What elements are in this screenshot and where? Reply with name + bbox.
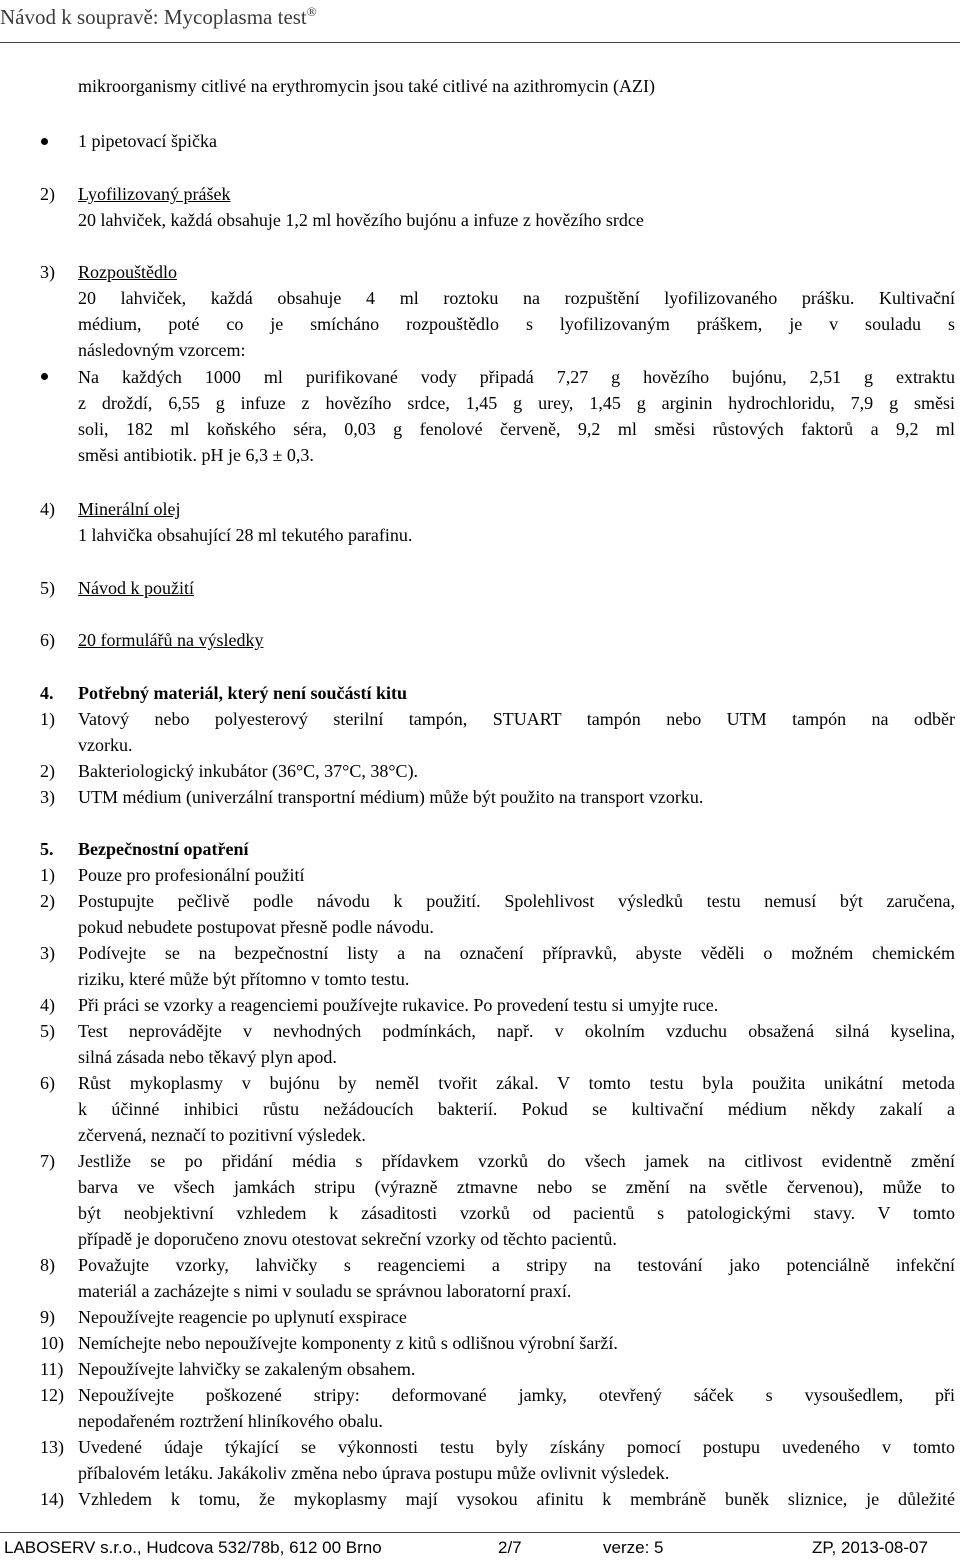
component-number: 4) xyxy=(40,499,55,519)
component-number: 5) xyxy=(40,578,55,598)
list-number: 12) xyxy=(40,1385,64,1405)
list-item-line: Bakteriologický inkubátor (36°C, 37°C, 38°C). xyxy=(78,761,419,781)
list-item-line: silná zásada nebo těkavý plyn apod. xyxy=(78,1047,337,1067)
list-item-line: Vzhledem k tomu, že mykoplasmy mají vysokou afinitu k membráně buněk sliznice, je důležité xyxy=(78,1489,955,1509)
list-number: 1) xyxy=(40,865,55,885)
component-text-line: médium, poté co je smícháno rozpouštědlo s lyofilizovaným práškem, je v souladu s xyxy=(78,314,955,334)
formula-line: Na každých 1000 ml purifikované vody připadá 7,27 g hovězího bujónu, 2,51 g extraktu xyxy=(78,367,955,387)
section-number: 5. xyxy=(40,839,54,859)
list-number: 6) xyxy=(40,1073,55,1093)
bullet-dot xyxy=(41,373,48,380)
list-number: 1) xyxy=(40,709,55,729)
component-text-line: následovným vzorcem: xyxy=(78,340,246,360)
list-number: 9) xyxy=(40,1307,55,1327)
list-item-line: případě je doporučeno znovu otestovat sekreční vzorky od těchto pacientů. xyxy=(78,1229,617,1249)
list-item-line: nepodařeném roztržení hliníkového obalu. xyxy=(78,1411,383,1431)
list-number: 8) xyxy=(40,1255,55,1275)
list-number: 5) xyxy=(40,1021,55,1041)
list-item-line: být neobjektivní vzhledem k zásaditosti vzorků od pacientů s patologickými stavy. V tomto xyxy=(78,1203,955,1223)
list-item-line: zčervená, neznačí to pozitivní výsledek. xyxy=(78,1125,366,1145)
formula-line: soli, 182 ml koňského séra, 0,03 g fenolové červeně, 9,2 ml směsi růstových faktorů a 9,2 ml xyxy=(78,419,955,439)
list-number: 2) xyxy=(40,891,55,911)
list-item-line: Nepoužívejte poškozené stripy: deformované jamky, otevřený sáček s vysoušedlem, při xyxy=(78,1385,955,1405)
list-item-line: Podívejte se na bezpečnostní listy a na označení přípravků, abyste věděli o možném chemickém xyxy=(78,943,955,963)
component-number: 3) xyxy=(40,262,55,282)
list-number: 2) xyxy=(40,761,55,781)
list-item-line: Nepoužívejte lahvičky se zakaleným obsahem. xyxy=(78,1359,416,1379)
formula-line: směsi antibiotik. pH je 6,3 ± 0,3. xyxy=(78,445,314,465)
component-text: 1 lahvička obsahující 28 ml tekutého parafinu. xyxy=(78,525,413,545)
list-item-line: Jestliže se po přidání média s přídavkem vzorků do všech jamek na citlivost evidentně změní xyxy=(78,1151,955,1171)
footer-company: LABOSERV s.r.o., Hudcova 532/78b, 612 00 Brno xyxy=(4,1538,382,1557)
list-item-line: příbalovém letáku. Jakákoliv změna nebo úprava postupu může ovlivnit výsledek. xyxy=(78,1463,670,1483)
component-text-line: 20 lahviček, každá obsahuje 4 ml roztoku na rozpuštění lyofilizovaného prášku. Kultivační xyxy=(78,288,955,308)
section-heading: Bezpečnostní opatření xyxy=(78,839,249,859)
list-number: 14) xyxy=(40,1489,64,1509)
intro-line: mikroorganismy citlivé na erythromycin jsou také citlivé na azithromycin (AZI) xyxy=(78,76,656,96)
component-title: Lyofilizovaný prášek xyxy=(78,184,231,204)
list-item-line: Pouze pro profesionální použití xyxy=(78,865,305,885)
list-number: 3) xyxy=(40,943,55,963)
list-number: 10) xyxy=(40,1333,64,1353)
footer-version: verze: 5 xyxy=(603,1538,664,1557)
component-title: 20 formulářů na výsledky xyxy=(78,630,264,650)
list-item-line: k účinné inhibici růstu nežádoucích bakterií. Pokud se kultivační médium někdy zakalí a xyxy=(78,1099,955,1119)
header-rule xyxy=(0,42,960,43)
component-title: Návod k použití xyxy=(78,578,194,598)
footer-page-number: 2/7 xyxy=(498,1538,522,1557)
list-number: 11) xyxy=(40,1359,64,1379)
component-title: Rozpouštědlo xyxy=(78,262,177,282)
list-item-line: riziku, které může být přítomno v tomto testu. xyxy=(78,969,410,989)
list-item-line: Postupujte pečlivě podle návodu k použití. Spolehlivost výsledků testu nemusí být zaručena, xyxy=(78,891,955,911)
list-item-line: materiál a zacházejte s nimi v souladu se správnou laboratorní praxí. xyxy=(78,1281,572,1301)
page-header-title xyxy=(0,4,317,30)
list-item-line: Uvedené údaje týkající se výkonnosti testu byly získány pomocí postupu uvedeného v tomto xyxy=(78,1437,955,1457)
list-number: 7) xyxy=(40,1151,55,1171)
bullet-tip: 1 pipetovací špička xyxy=(78,131,217,151)
list-number: 13) xyxy=(40,1437,64,1457)
list-item-line: vzorku. xyxy=(78,735,133,755)
section-number: 4. xyxy=(40,683,54,703)
list-item-line: Považujte vzorky, lahvičky s reagenciemi a stripy na testování jako potenciálně infekční xyxy=(78,1255,955,1275)
list-item-line: Vatový nebo polyesterový sterilní tampón, STUART tampón nebo UTM tampón na odběr xyxy=(78,709,955,729)
list-item-line: Při práci se vzorky a reagenciemi používejte rukavice. Po provedení testu si umyjte ruce. xyxy=(78,995,719,1015)
list-item-line: UTM médium (univerzální transportní médium) může být použito na transport vzorku. xyxy=(78,787,704,807)
footer-rule xyxy=(0,1532,960,1533)
list-item-line: barva ve všech jamkách stripu (výrazně ztmavne nebo se změní na světle červenou), může to xyxy=(78,1177,955,1197)
list-number: 4) xyxy=(40,995,55,1015)
list-item-line: pokud nebudete postupovat přesně podle návodu. xyxy=(78,917,434,937)
bullet-dot xyxy=(41,138,48,145)
component-number: 6) xyxy=(40,630,55,650)
list-item-line: Test neprovádějte v nevhodných podmínkách, např. v okolním vzduchu obsažená silná kyselina, xyxy=(78,1021,955,1041)
formula-line: z droždí, 6,55 g infuze z hovězího srdce, 1,45 g urey, 1,45 g arginin hydrochloridu, 7,9 g směsi xyxy=(78,393,955,413)
header-title-text: Návod k soupravě: Mycoplasma test xyxy=(0,5,307,29)
list-item-line: Nemíchejte nebo nepoužívejte komponenty z kitů s odlišnou výrobní šarží. xyxy=(78,1333,618,1353)
component-number: 2) xyxy=(40,184,55,204)
component-title: Minerální olej xyxy=(78,499,181,519)
component-text: 20 lahviček, každá obsahuje 1,2 ml hovězího bujónu a infuze z hovězího srdce xyxy=(78,210,644,230)
registered-mark: ® xyxy=(306,4,317,19)
section-heading: Potřebný materiál, který není součástí kitu xyxy=(78,683,407,703)
list-number: 3) xyxy=(40,787,55,807)
footer-code: ZP, 2013-08-07 xyxy=(812,1538,928,1557)
list-item-line: Růst mykoplasmy v bujónu by neměl tvořit zákal. V tomto testu byla použita unikátní metoda xyxy=(78,1073,955,1093)
list-item-line: Nepoužívejte reagencie po uplynutí exspirace xyxy=(78,1307,407,1327)
